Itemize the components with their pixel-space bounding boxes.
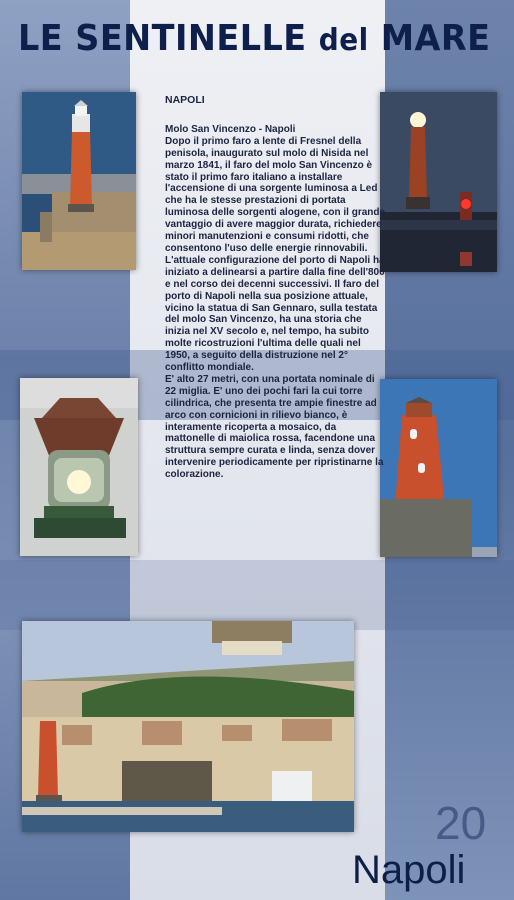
article-subtitle: Molo San Vincenzo - Napoli bbox=[165, 123, 296, 135]
photo-lighthouse-day bbox=[22, 92, 136, 270]
photo-naples-panorama bbox=[22, 621, 354, 832]
page-number: 20 bbox=[435, 797, 487, 849]
photo-fresnel-lens bbox=[20, 378, 138, 556]
background-band bbox=[0, 560, 514, 630]
photo-lighthouse-night bbox=[380, 92, 497, 272]
article-paragraph: L'attuale configurazione del porto di Napoli ha iniziato a delinearsi a partire dalla fine dell'800 e nel corso dei decenni successivi. Il faro del porto di Napoli nella sua posizione attuale, vicino la statua di San Gennaro, sulla testata del molo San Vincenzo, ha una storia che inizia nel XV secolo e, nel tempo, ha subito molte ricostruzioni l'ultima delle quali nel 1950, a seguito della distruzione nel 2° conflitto mondiale. bbox=[165, 254, 385, 374]
title-small: del bbox=[318, 23, 369, 58]
article-city: NAPOLI bbox=[165, 94, 205, 106]
article-paragraph: E' alto 27 metri, con una portata nominale di 22 miglia. E' uno dei pochi fari la cui torre cilindrica, che presenta tre ampie finestre ad arco con cornicioni in rilievo bianco, è interamente ricoperta a mosaico, da mattonelle di maiolica rossa, facendone una struttura sempre curata e linda, senza dover intervenire periodicamente per ripristinarne la colorazione. bbox=[165, 373, 384, 481]
article-paragraph: Dopo il primo faro a lente di Fresnel della penisola, inaugurato sul molo di Nisida nel marzo 1841, il faro del molo San Vincenzo è stato il primo faro italiano a installare l'accensione di una sorgente luminosa a Led che ha le stesse prestazioni di portata luminosa delle sorgenti alogene, con il grande vantaggio di avere maggior durata, richiedere minori manutenzioni e consumi ridotti, che consentono l'uso delle energie rinnovabili. bbox=[165, 135, 386, 254]
title-main: LE SENTINELLE bbox=[18, 18, 319, 59]
photo-lighthouse-tower bbox=[380, 379, 497, 557]
footer-city: Napoli bbox=[352, 848, 466, 892]
page-title bbox=[18, 18, 491, 59]
article-text bbox=[165, 95, 387, 481]
title-end: MARE bbox=[368, 18, 491, 59]
